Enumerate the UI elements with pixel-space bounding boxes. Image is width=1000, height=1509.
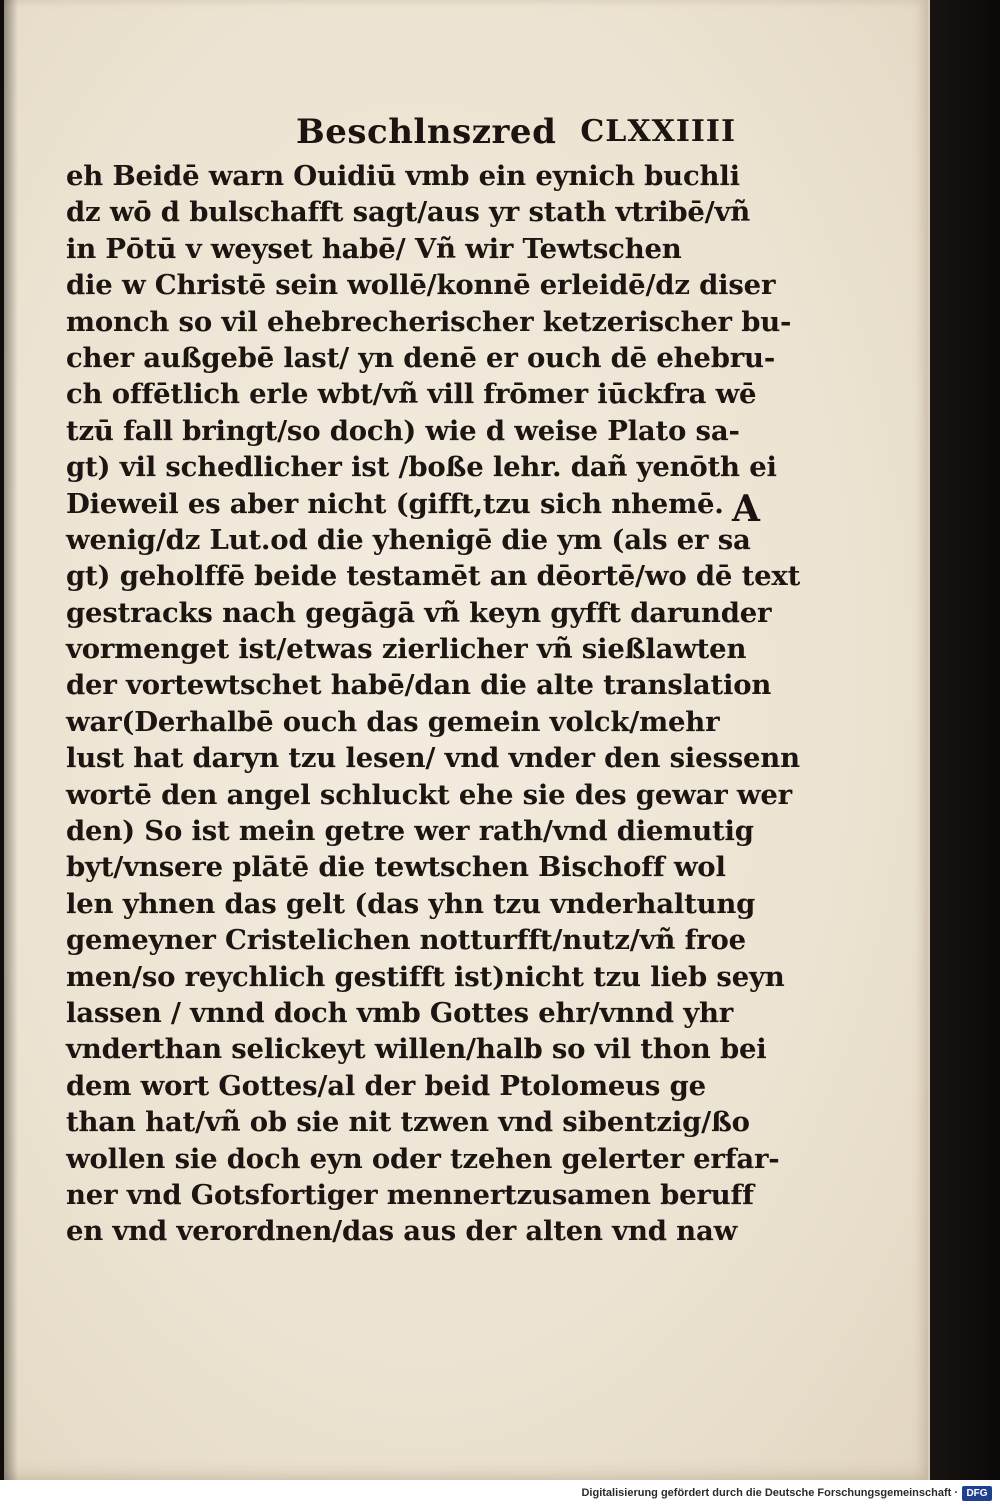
digitization-credit: Digitalisierung gefördert durch die Deutsche Forschungsgemeinschaft · [581,1487,958,1499]
text-line: gt) geholffē beide testamēt an dēortē/wo dē text [66,560,801,593]
digitization-credit-bar [0,1480,1000,1509]
text-line: monch so vil ehebrecherischer ketzerischer bu- [66,305,792,338]
page-gutter-shadow [4,0,18,1480]
text-line: der vortewtschet habē/dan die alte translation [66,669,772,702]
text-line: men/so reychlich gestifft ist)nicht tzu lieb seyn [66,960,785,993]
text-line: tzū fall bringt/so doch) wie d weise Plato sa- [66,414,740,447]
text-line: dem wort Gottes/al der beid Ptolomeus ge [66,1069,706,1102]
text-line: eh Beidē warn Ouidiū vmb ein eynich buchli [66,160,740,192]
text-line: len yhnen das gelt (das yhn tzu vnderhaltung [66,887,756,920]
text-line: vnderthan selickeyt willen/halb so vil thon bei [66,1033,767,1066]
dfg-logo: DFG [962,1486,992,1501]
text-line: ch offētlich erle wbt/vñ vill frōmer iūckfra wē [66,378,757,411]
text-line: den) So ist mein getre wer rath/vnd diemutig [66,815,754,848]
text-line: die w Christē sein wollē/konnē erleidē/dz diser [66,269,776,302]
text-line: dz wō d bulschafft sagt/aus yr stath vtribē/vñ [66,196,751,229]
text-line: gestracks nach gegāgā vñ keyn gyfft darunder [66,596,772,629]
text-line: Dieweil es aber nicht (gifft,tzu sich nhemē. [66,487,724,520]
book-page [4,0,930,1480]
folio-number: CLXXIIII [580,114,736,149]
text-line: in Pōtū v weyset habē/ Vñ wir Tewtschen [66,232,682,265]
text-line: gemeyner Cristelichen notturfft/nutz/vñ froe [66,924,746,957]
text-line: wortē den angel schluckt ehe sie des gewar wer [66,778,792,811]
page-header [296,112,736,156]
running-head: Beschlnszred [296,112,557,152]
body-text [66,158,801,1250]
text-line: lust hat daryn tzu lesen/ vnd vnder den siessenn [66,742,800,775]
text-line: wollen sie doch eyn oder tzehen gelerter erfar- [66,1142,780,1175]
text-line: gt) vil schedlicher ist /boße lehr. dañ yenōth ei [66,451,777,484]
text-line: cher außgebē last/ yn denē er ouch dē ehebru- [66,341,776,374]
text-line: lassen / vnnd doch vmb Gottes ehr/vnnd yhr [66,996,734,1029]
background-edge [920,0,1000,1509]
text-line: than hat/vñ ob sie nit tzwen vnd sibentzig/ßo [66,1106,750,1139]
text-line: en vnd verordnen/das aus der alten vnd naw [66,1215,738,1248]
text-line: war(Derhalbē ouch das gemein volck/mehr [66,705,720,738]
text-line: wenig/dz Lut.od die yhenigē die ym (als er sa [66,523,751,556]
text-line: vormenget ist/etwas zierlicher vñ sießlawten [66,633,747,666]
text-line: byt/vnsere plātē die tewtschen Bischoff wol [66,851,726,884]
text-line: ner vnd Gotsfortiger mennertzusamen beruff [66,1178,754,1211]
signature-mark: A [732,488,760,530]
